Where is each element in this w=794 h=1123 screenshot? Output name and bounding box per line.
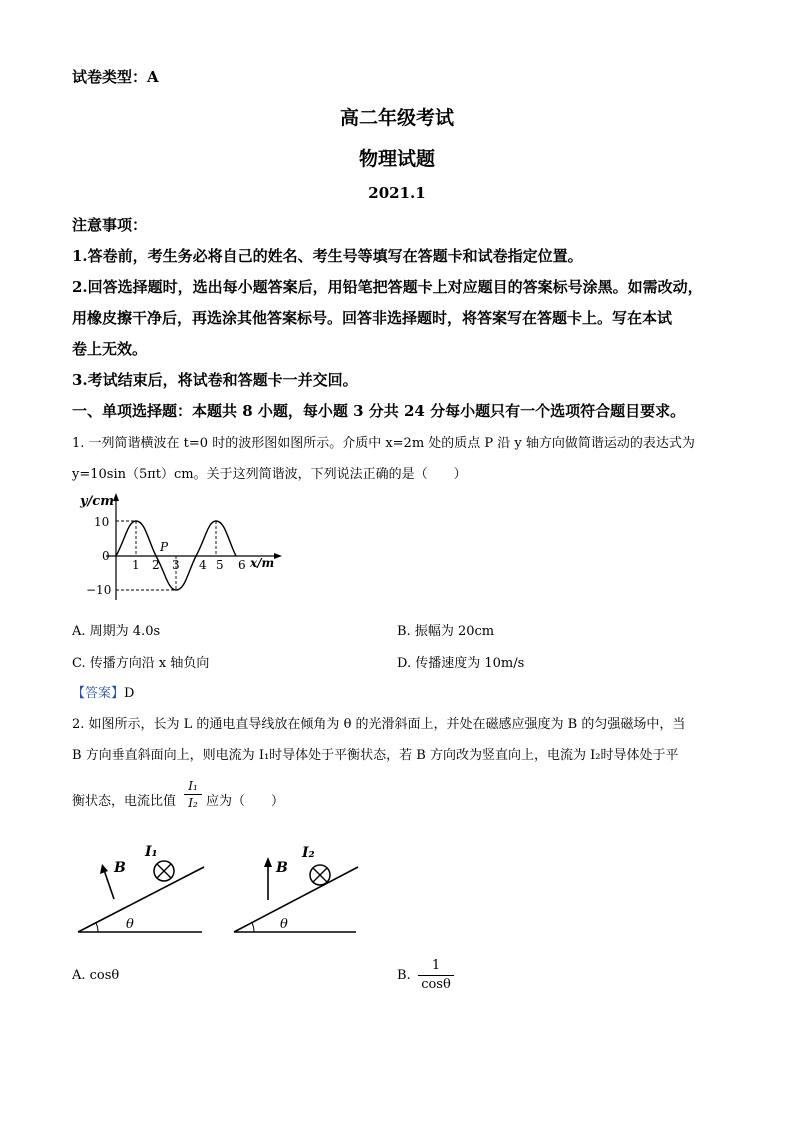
q2-stem-suffix: 应为（ ） [206,794,285,809]
notice-item: 卷上无效。 [72,340,148,358]
y-tick-label: 10 [94,515,110,529]
option-b-numerator: 1 [431,958,441,973]
y-tick-label: −10 [86,583,112,597]
q2-stem-prefix: 衡状态，电流比值 [72,794,177,809]
incline-line [78,867,204,932]
notice-item: 3.考试结束后，将试卷和答题卡一并交回。 [72,371,358,389]
x-axis-label: x/m [250,556,275,570]
q2-option-b-prefix: B. [397,968,411,983]
current-label: I₁ [145,844,158,860]
notice-item: 1.答卷前，考生务必将自己的姓名、考生号等填写在答题卡和试卷指定位置。 [72,247,583,265]
exam-date: 2021.1 [368,184,426,202]
q1-option-a: A. 周期为 4.0s [72,624,161,639]
x-axis-arrow [274,553,282,559]
b-field-label: B [276,860,288,876]
q1-stem-line: y=10sin（5πt）cm。关于这列简谐波，下列说法正确的是（ ） [72,467,467,482]
x-tick-label: 5 [216,558,224,572]
q1-answer [72,682,134,701]
point-p-label: P [160,540,169,554]
notice-heading: 注意事项： [72,216,148,234]
x-tick-label: 4 [199,558,207,572]
q2-figure-2 [228,836,368,938]
answer-tag: 【答案】 [72,686,125,701]
answer-value: D [124,686,135,701]
exam-title: 高二年级考试 [339,107,454,129]
notice-item: 2.回答选择题时，选出每小题答案后，用铅笔把答题卡上对应题目的答案标号涂黑。如需改动， [72,278,703,296]
q1-wave-graph [72,488,287,606]
q1-stem-line: 1. 一列简谐横波在 t=0 时的波形图如图所示。介质中 x=2m 处的质点 P 沿 y 轴方向做简谐运动的表达式为 [72,436,695,451]
q1-option-d: D. 传播速度为 10m/s [397,656,525,671]
x-tick-label: 2 [152,558,160,572]
x-tick-label: 6 [238,558,246,572]
incline-line [234,867,358,932]
q2-stem-line: B 方向垂直斜面向上，则电流为 I₁时导体处于平衡状态，若 B 方向改为竖直向上，电流为 I₂时导体处于平 [72,748,679,763]
ratio-denominator: I₂ [188,796,198,810]
paper-type: 试卷类型：A [72,68,159,86]
exam-subject: 物理试题 [358,148,435,170]
y-tick-label: 0 [102,549,110,563]
x-tick-label: 1 [132,558,140,572]
current-label: I₂ [302,845,315,861]
section-heading: 一、单项选择题：本题共 8 小题，每小题 3 分共 24 分每小题只有一个选项符合题目要求。 [72,402,686,420]
b-field-arrow [104,870,114,899]
theta-label: θ [126,917,134,932]
q2-stem-line: 2. 如图所示，长为 L 的通电直导线放在倾角为 θ 的光滑斜面上，并处在磁感应强度为 B 的匀强磁场中，当 [72,717,686,732]
x-tick-label: 3 [172,558,180,572]
q1-option-c: C. 传播方向沿 x 轴负向 [72,656,210,671]
q1-option-b: B. 振幅为 20cm [397,624,495,639]
ratio-numerator: I₁ [188,779,198,793]
current-ratio-fraction [184,779,202,810]
q2-figure-1 [72,836,212,938]
y-axis-label: y/cm [80,494,114,509]
q2-option-b-fraction [418,958,454,993]
b-field-label: B [114,860,126,876]
notice-item: 用橡皮擦干净后，再选涂其他答案标号。回答非选择题时，将答案写在答题卡上。写在本试 [72,309,673,327]
q2-option-a: A. cosθ [72,968,120,983]
q2-stem-line [72,790,284,809]
theta-label: θ [280,917,288,932]
option-b-denominator: cosθ [421,977,451,992]
